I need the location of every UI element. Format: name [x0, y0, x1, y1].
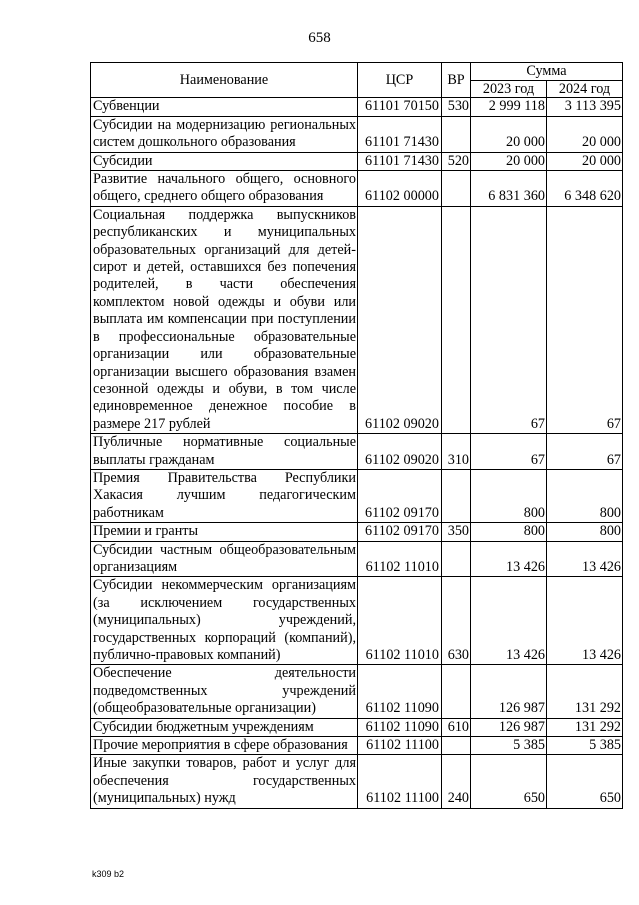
row-sum-2023: 67: [471, 434, 547, 470]
row-csr: 61101 71430: [358, 116, 442, 152]
row-vr: [442, 469, 471, 522]
row-sum-2023: 800: [471, 523, 547, 541]
row-name: Иные закупки товаров, работ и услуг для обеспечения государственных (муниципальных) нужд: [91, 755, 358, 808]
row-vr: 610: [442, 718, 471, 736]
row-sum-2023: 20 000: [471, 152, 547, 170]
row-csr: 61102 11100: [358, 755, 442, 808]
table-row: [91, 755, 623, 808]
row-vr: [442, 171, 471, 207]
table-row: [91, 718, 623, 736]
row-name: Субсидии: [91, 152, 358, 170]
table-body: [91, 98, 623, 808]
row-sum-2023: 126 987: [471, 665, 547, 718]
row-sum-2023: 13 426: [471, 541, 547, 577]
header-year-2024: 2024 год: [547, 81, 623, 98]
row-name: Обеспечение деятельности подведомственных учреждений (общеобразовательные организации): [91, 665, 358, 718]
row-sum-2024: 131 292: [547, 665, 623, 718]
table-row: [91, 541, 623, 577]
table-row: [91, 206, 623, 433]
row-sum-2024: 800: [547, 469, 623, 522]
row-csr: 61102 09170: [358, 523, 442, 541]
table-row: [91, 98, 623, 116]
row-sum-2023: 5 385: [471, 737, 547, 755]
row-sum-2023: 67: [471, 206, 547, 433]
row-vr: 240: [442, 755, 471, 808]
row-csr: 61102 11100: [358, 737, 442, 755]
budget-table: [90, 62, 623, 809]
row-csr: 61102 11090: [358, 718, 442, 736]
table-row: [91, 665, 623, 718]
row-sum-2023: 650: [471, 755, 547, 808]
row-vr: [442, 737, 471, 755]
row-name: Прочие мероприятия в сфере образования: [91, 737, 358, 755]
table-row: [91, 171, 623, 207]
row-vr: [442, 541, 471, 577]
header-name: Наименование: [91, 63, 358, 98]
row-sum-2024: 800: [547, 523, 623, 541]
header-sum: Сумма: [471, 63, 623, 81]
row-sum-2024: 67: [547, 206, 623, 433]
table-row: [91, 523, 623, 541]
row-sum-2024: 6 348 620: [547, 171, 623, 207]
row-csr: 61101 71430: [358, 152, 442, 170]
row-vr: [442, 116, 471, 152]
row-name: Премия Правительства Республики Хакасия лучшим педагогическим работникам: [91, 469, 358, 522]
row-sum-2023: 6 831 360: [471, 171, 547, 207]
row-csr: 61102 11010: [358, 577, 442, 665]
row-sum-2023: 20 000: [471, 116, 547, 152]
header-csr: ЦСР: [358, 63, 442, 98]
row-name: Социальная поддержка выпускников республиканских и муниципальных образовательных организаций для детей-сирот и детей, оставшихся без попечения родителей, в части обеспечения комплектом новой одежды и обуви или выплата им компенсации при поступлении в профессиональные образовательные организации или образовательные организации высшего образования взамен сезонной одежды и обуви, в том числе единовременное денежное пособие в размере 217 рублей: [91, 206, 358, 433]
row-vr: [442, 665, 471, 718]
row-csr: 61102 11010: [358, 541, 442, 577]
row-sum-2024: 20 000: [547, 116, 623, 152]
row-sum-2023: 126 987: [471, 718, 547, 736]
row-sum-2024: 67: [547, 434, 623, 470]
row-sum-2024: 3 113 395: [547, 98, 623, 116]
header-year-2023: 2023 год: [471, 81, 547, 98]
row-sum-2023: 2 999 118: [471, 98, 547, 116]
row-csr: 61101 70150: [358, 98, 442, 116]
row-name: Премии и гранты: [91, 523, 358, 541]
row-vr: 310: [442, 434, 471, 470]
row-name: Публичные нормативные социальные выплаты гражданам: [91, 434, 358, 470]
table-row: [91, 737, 623, 755]
row-name: Субсидии на модернизацию региональных систем дошкольного образования: [91, 116, 358, 152]
row-name: Развитие начального общего, основного общего, среднего общего образования: [91, 171, 358, 207]
row-sum-2024: 650: [547, 755, 623, 808]
table-row: [91, 469, 623, 522]
header-row-top: [91, 63, 623, 81]
row-vr: 630: [442, 577, 471, 665]
page-number: 658: [308, 30, 331, 46]
row-vr: [442, 206, 471, 433]
row-name: Субвенции: [91, 98, 358, 116]
row-sum-2024: 131 292: [547, 718, 623, 736]
row-name: Субсидии некоммерческим организациям (за исключением государственных (муниципальных) учреждений, государственных корпораций (компаний), публично-правовых компаний): [91, 577, 358, 665]
row-csr: 61102 09020: [358, 206, 442, 433]
row-csr: 61102 00000: [358, 171, 442, 207]
table-row: [91, 116, 623, 152]
row-csr: 61102 09020: [358, 434, 442, 470]
row-vr: 520: [442, 152, 471, 170]
table-row: [91, 434, 623, 470]
row-csr: 61102 11090: [358, 665, 442, 718]
table-row: [91, 152, 623, 170]
row-sum-2024: 13 426: [547, 577, 623, 665]
row-csr: 61102 09170: [358, 469, 442, 522]
row-sum-2024: 5 385: [547, 737, 623, 755]
row-name: Субсидии частным общеобразовательным организациям: [91, 541, 358, 577]
row-sum-2024: 20 000: [547, 152, 623, 170]
footer-code: k309 b2: [92, 869, 125, 879]
row-vr: 350: [442, 523, 471, 541]
row-sum-2024: 13 426: [547, 541, 623, 577]
row-name: Субсидии бюджетным учреждениям: [91, 718, 358, 736]
table-row: [91, 577, 623, 665]
row-sum-2023: 800: [471, 469, 547, 522]
row-vr: 530: [442, 98, 471, 116]
row-sum-2023: 13 426: [471, 577, 547, 665]
header-vr: ВР: [442, 63, 471, 98]
